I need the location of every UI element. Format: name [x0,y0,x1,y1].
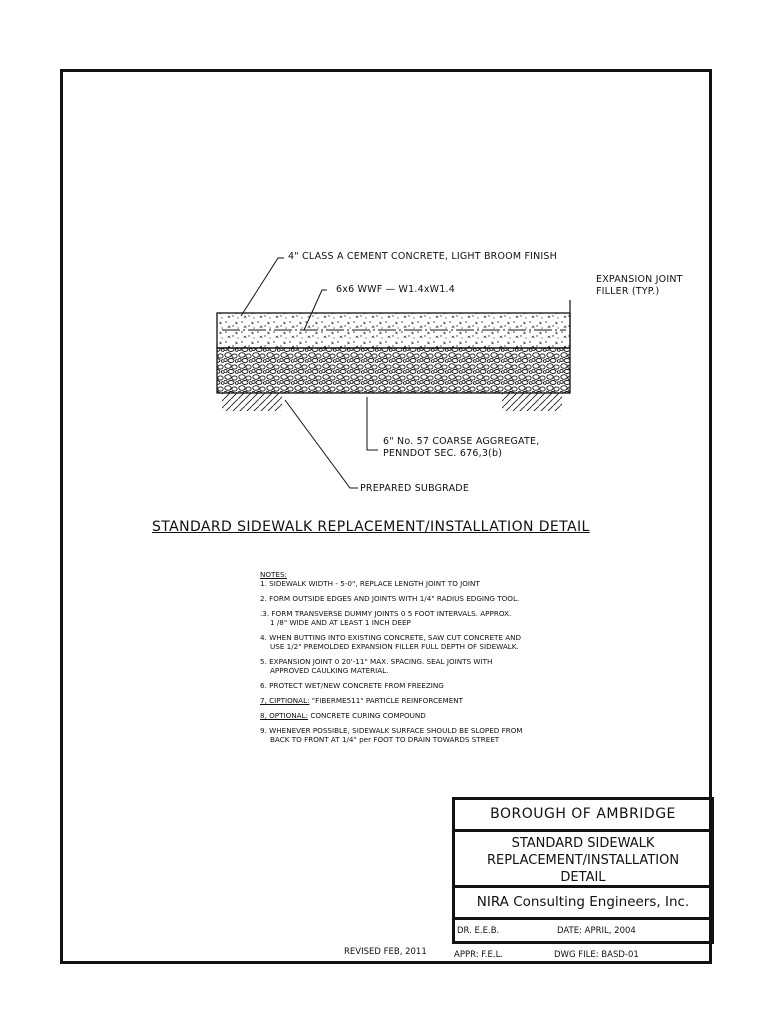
detail-name-cell [452,829,714,885]
detail-name-line-2: REPLACEMENT/INSTALLATION [486,853,680,868]
subgrade-left [222,393,282,411]
note-2: 2. FORM OUTSIDE EDGES AND JOINTS WITH 1/4" RADIUS EDGING TOOL. [260,594,520,603]
detail-title: STANDARD SIDEWALK REPLACEMENT/INSTALLATION DETAIL [152,519,590,535]
note-8 [260,711,523,720]
note-3-line-1: .3. FORM TRANSVERSE DUMMY JOINTS 0 5 FOOT INTERVALS. APPROX. [260,609,512,618]
note-3-line-2: 1 /8" WIDE AND AT LEAST 1 INCH DEEP [270,618,411,627]
borough-cell: BOROUGH OF AMBRIDGE [452,797,714,829]
note-4-line-2: USE 1/2" PREMOLDED EXPANSION FILLER FULL DEPTH OF SIDEWALK. [270,642,519,651]
leader-aggregate [367,397,378,450]
concrete-slab [217,313,570,348]
leader-subgrade [285,400,358,488]
revised-note: REVISED FEB, 2011 [344,947,427,957]
note-8-text: CONCRETE CURING COMPOUND [308,711,426,720]
note-7 [260,696,523,705]
note-4 [260,633,523,651]
drawn-date-row [452,917,714,944]
title-block [452,797,714,966]
note-4-line-1: 4. WHEN BUTTING INTO EXISTING CONCRETE, SAW CUT CONCRETE AND [260,633,522,642]
note-7-prefix: 7, CIPTIONAL: [260,696,310,705]
note-9-line-2: BACK TO FRONT AT 1/4" per FOOT TO DRAIN TOWARDS STREET [270,735,500,744]
wwf-label: 6x6 WWF — W1.4xW1.4 [336,284,455,295]
expansion-label-2: FILLER (TYP.) [596,286,660,297]
note-6: 6. PROTECT WET/NEW CONCRETE FROM FREEZING [260,681,444,690]
expansion-label-1: EXPANSION JOINT [596,274,683,285]
note-9-line-1: 9. WHENEVER POSSIBLE, SIDEWALK SURFACE SHOULD BE SLOPED FROM [260,726,523,735]
approved-by: APPR: F.E.L. [454,950,504,960]
subgrade-right [502,393,562,411]
notes-heading: NOTES: [260,570,287,579]
engineer-cell: NIRA Consulting Engineers, Inc. [452,885,714,917]
note-5-line-2: APPROVED CAULKING MATERIAL. [270,666,389,675]
detail-name-line-1: STANDARD SIDEWALK [511,836,655,851]
aggregate-label-2: PENNDOT SEC. 676,3(b) [383,448,503,459]
note-9 [260,726,523,744]
note-8-prefix: 8, OPTIONAL: [260,711,309,720]
drawn-by: DR. E.E.B. [457,926,500,936]
note-5-line-1: 5. EXPANSION JOINT 0 20'-11" MAX. SPACING. SEAL JOINTS WITH [260,657,493,666]
dwg-file: DWG FILE: BASD-01 [554,950,639,960]
aggregate-label-1: 6" No. 57 COARSE AGGREGATE, [383,436,540,447]
subgrade-label: PREPARED SUBGRADE [360,483,470,494]
leader-concrete [241,258,284,316]
concrete-label: 4" CLASS A CEMENT CONCRETE, LIGHT BROOM FINISH [288,251,557,262]
note-5 [260,657,523,675]
aggregate-layer [217,348,570,393]
notes-block [260,570,523,744]
approval-row [452,944,714,966]
note-3 [260,609,523,627]
detail-name-line-3: DETAIL [560,870,606,885]
note-7-text: "FIBERME511" PARTICLE REINFORCEMENT [309,696,464,705]
drawing-date: DATE: APRIL, 2004 [557,926,636,936]
note-1: 1. SIDEWALK WIDTH - 5-0", REPLACE LENGTH JOINT TO JOINT [260,579,480,588]
